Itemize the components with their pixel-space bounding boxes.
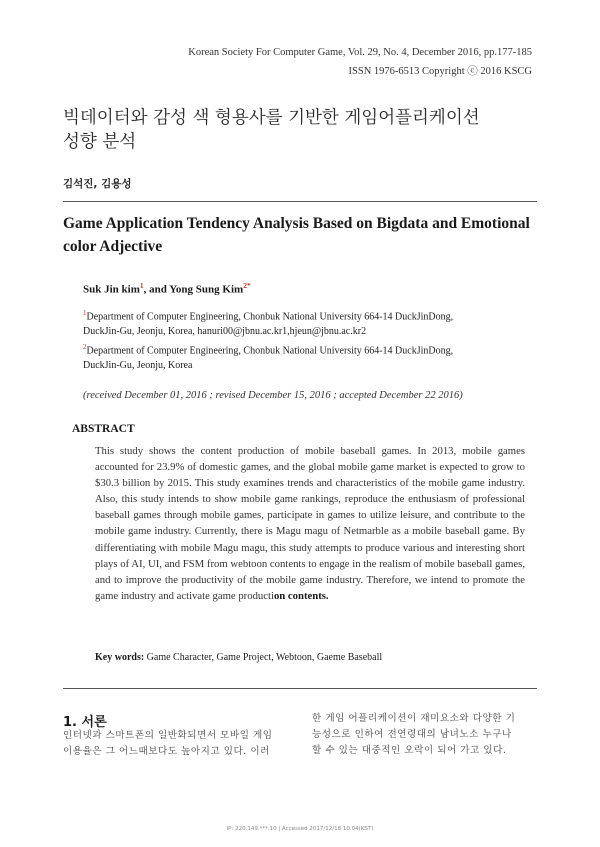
section-heading: 1. 서론 xyxy=(63,715,107,730)
author-1: Suk Jin kim xyxy=(83,283,140,296)
access-footer: IP: 220.149.***.10 | Accessed 2017/12/18 10:04(KST) xyxy=(226,826,374,832)
intro-right-line3: 할 수 있는 대중적인 오락이 되어 가고 있다. xyxy=(312,745,507,756)
intro-right-line2: 능성으로 인하여 전연령대의 남녀노소 누구나 xyxy=(312,729,512,740)
submission-dates: (received December 01, 2016 ; revised December 15, 2016 ; accepted December 22 2016) xyxy=(83,390,463,401)
korean-title-line1: 빅데이터와 감성 색 형용사를 기반한 게임어플리케이션 xyxy=(63,108,480,128)
korean-title-line2: 성향 분석 xyxy=(63,132,137,152)
journal-citation: Korean Society For Computer Game, Vol. 29, No. 4, December 2016, pp.177-185 xyxy=(188,47,532,58)
affiliation-1-line2: DuckJin-Gu, Jeonju, Korea, hanuri00@jbnu.ac.kr1,hjeun@jbnu.ac.kr2 xyxy=(83,326,367,337)
korean-authors: 김석진, 김용성 xyxy=(63,178,132,190)
intro-left-line1: 인터넷과 스마트폰의 일반화되면서 모바일 게임 xyxy=(63,730,273,741)
abstract-body xyxy=(95,443,525,604)
english-authors xyxy=(83,281,251,296)
author-2-affil-mark: 2* xyxy=(243,281,251,290)
english-title-line1: Game Application Tendency Analysis Based on Bigdata and Emotional xyxy=(63,215,530,232)
top-divider xyxy=(63,201,537,202)
keywords-value: Game Character, Game Project, Webtoon, Gaeme Baseball xyxy=(144,652,383,663)
author-1-affil-mark: 1 xyxy=(139,281,144,290)
english-title-line2: color Adjective xyxy=(63,238,163,255)
bottom-divider xyxy=(63,688,537,689)
keywords xyxy=(95,652,382,663)
affiliation-2-mark: 2 xyxy=(83,343,87,351)
keywords-label: Key words: xyxy=(95,652,145,663)
abstract-text-tail: on contents. xyxy=(273,589,329,602)
abstract-heading: ABSTRACT xyxy=(72,423,135,435)
intro-left-line2: 이용율은 그 어느때보다도 높아지고 있다. 이러 xyxy=(63,746,270,757)
affiliation-1-line1 xyxy=(83,309,453,322)
author-separator: , and xyxy=(143,283,170,296)
affiliation-2-line1 xyxy=(83,343,453,356)
abstract-text: This study shows the content production of mobile baseball games. In 2013, mobile games accounted for 23.9% of domestic games, and the global mobile game market is expected to grow to $30.3 billion by 2015. This study examines trends and characteristics of the mobile game industry. Also, this study intends to show mobile game rankings, reproduce the enthusiasm of professional baseball games through mobile games, participate in games to utilize leisure, and contribute to the mobile game industry. Currently, there is Magu magu of Netmarble as a mobile baseball game. By differentiating with mobile Magu magu, this study attempts to produce various and interesting short plays of AI, UI, and FSM from webtoon contents to engage in the realism of mobile baseball games, and to improve the productivity of the mobile game industry. Therefore, we intend to promote the game industry and activate game producti xyxy=(95,445,525,602)
issn-copyright: ISSN 1976-6513 Copyright ⓒ 2016 KSCG xyxy=(348,66,532,77)
affiliation-2-line2: DuckJin-Gu, Jeonju, Korea xyxy=(83,360,193,371)
affiliation-2-text: Department of Computer Engineering, Chonbuk National University 664-14 DuckJinDong, xyxy=(86,345,454,357)
intro-right-line1: 한 게임 어플리케이션이 재미요소와 다양한 기 xyxy=(312,713,516,724)
affiliation-1-text: Department of Computer Engineering, Chonbuk National University 664-14 DuckJinDong, xyxy=(86,311,454,323)
author-2: Yong Sung Kim xyxy=(169,283,244,296)
affiliation-1-mark: 1 xyxy=(83,309,87,317)
